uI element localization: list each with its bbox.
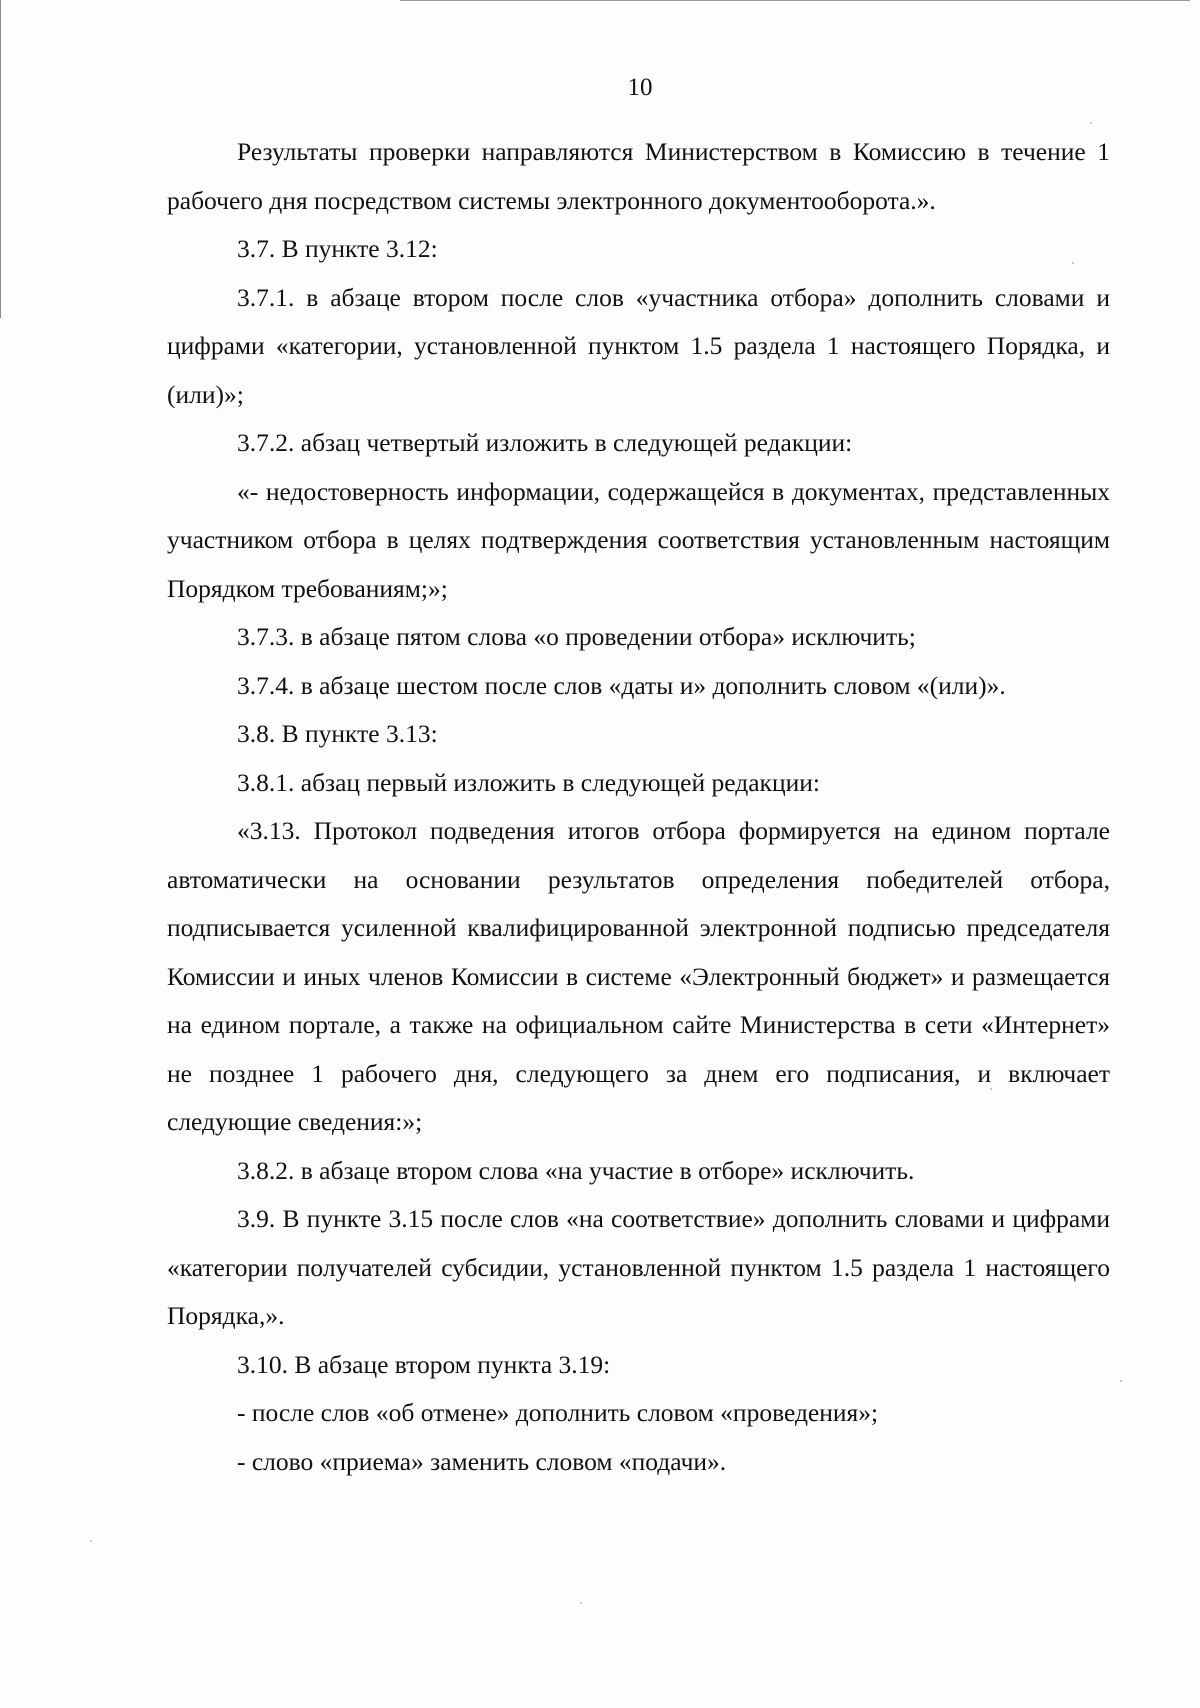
paragraph: «- недостоверность информации, содержащейся в документах, представленных участником отбора в целях подтверждения соответствия установленным настоящим Порядком требованиям;»; [167,476,1110,603]
page-number: 10 [627,74,653,101]
scan-speck [1120,1380,1122,1382]
paragraph: Результаты проверки направляются Министерством в Комиссию в течение 1 рабочего дня посредством системы электронного документооборота.». [167,137,1110,215]
scan-speck [1072,262,1074,264]
paragraph: 3.10. В абзаце втором пункта 3.19: [237,1349,611,1379]
scan-edge-left [0,0,1,318]
scan-speck [1090,122,1092,124]
paragraph: 3.7.1. в абзаце втором после слов «участника отбора» дополнить словами и цифрами «категории, установленной пунктом 1.5 раздела 1 настоящего Порядка, и (или)»; [167,282,1110,409]
paragraph: - слово «приема» заменить словом «подачи». [237,1446,727,1476]
paragraph: 3.7.4. в абзаце шестом после слов «даты и» дополнить словом «(или)». [237,670,1006,700]
paragraph: 3.8.2. в абзаце втором слова «на участие в отборе» исключить. [237,1155,915,1185]
paragraph: 3.8. В пункте 3.13: [237,719,438,748]
paragraph: 3.8.1. абзац первый изложить в следующей редакции: [237,767,820,797]
paragraph: 3.7.2. абзац четвертый изложить в следующей редакции: [237,428,853,457]
scan-speck [580,1602,582,1604]
paragraph: - после слов «об отмене» дополнить словом «проведения»; [237,1398,879,1427]
scan-speck [990,1088,992,1090]
paragraph: 3.7.3. в абзаце пятом слова «о проведении отбора» исключить; [237,622,916,651]
paragraph: «3.13. Протокол подведения итогов отбора формируется на едином портале автоматически на основании результатов определения победителей отбора, подписывается усиленной квалифицированной электронной подписью председателя Комиссии и иных членов Комиссии в системе «Электронный бюджет» и размещается на едином портале, а также на официальном сайте Министерства в сети «Интернет» не позднее 1 рабочего дня, следующего за днем его подписания, и включает следующие сведения:»; [167,816,1110,1136]
scan-speck [90,1540,92,1542]
paragraph: 3.7. В пункте 3.12: [237,234,438,263]
scan-edge-top [400,0,1190,1]
paragraph: 3.9. В пункте 3.15 после слов «на соответствие» дополнить словами и цифрами «категории получателей субсидии, установленной пунктом 1.5 раздела 1 настоящего Порядка,». [167,1204,1110,1330]
document-body [167,128,1110,1486]
